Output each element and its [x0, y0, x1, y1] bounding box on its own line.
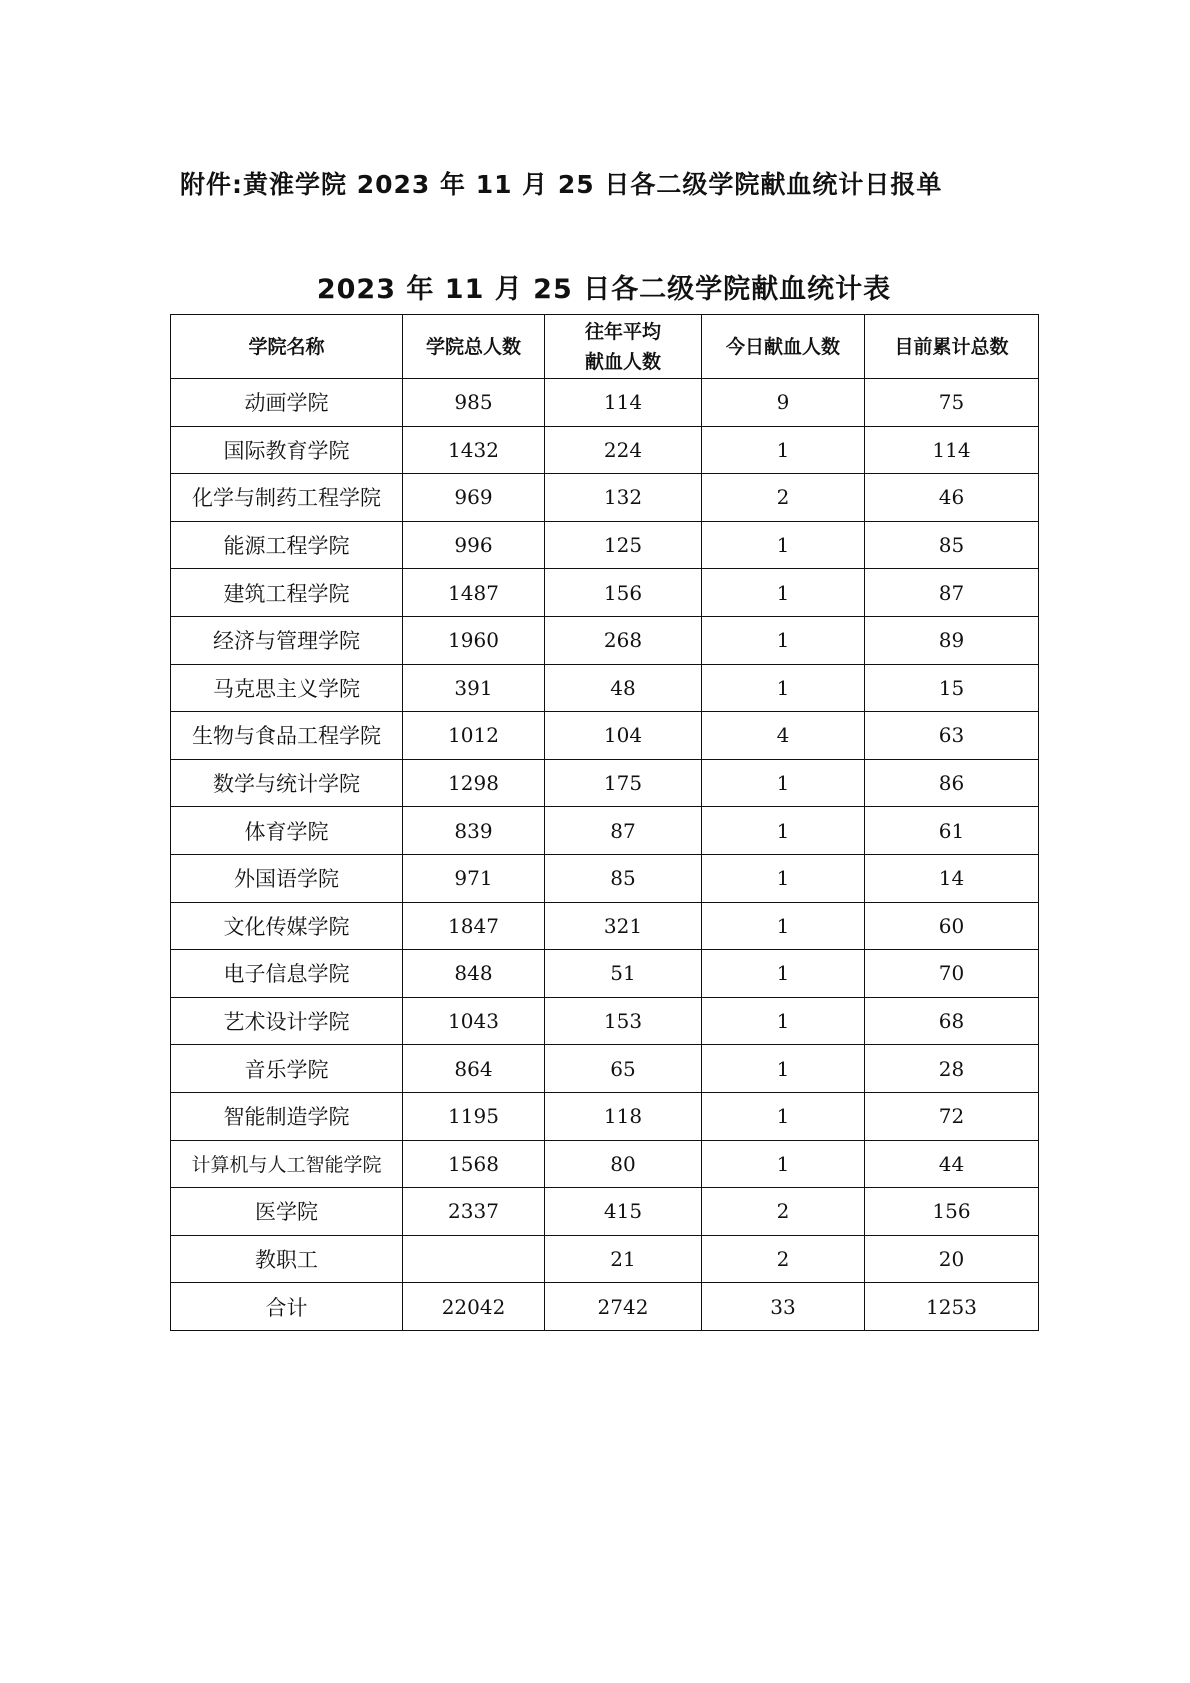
cell-total-people: 22042 — [403, 1283, 545, 1331]
cell-avg-donors: 2742 — [545, 1283, 702, 1331]
cell-cumulative: 89 — [865, 616, 1039, 664]
cell-cumulative: 156 — [865, 1188, 1039, 1236]
header-avg-donors-line2: 献血人数 — [584, 350, 661, 373]
cell-college: 合计 — [171, 1283, 403, 1331]
cell-today-donors: 1 — [702, 950, 865, 998]
cell-avg-donors: 118 — [545, 1092, 702, 1140]
cell-cumulative: 28 — [865, 1045, 1039, 1093]
cell-today-donors: 4 — [702, 712, 865, 760]
cell-total-people — [403, 1235, 545, 1283]
header-college: 学院名称 — [171, 315, 403, 379]
cell-college: 经济与管理学院 — [171, 616, 403, 664]
cell-avg-donors: 21 — [545, 1235, 702, 1283]
cell-today-donors: 1 — [702, 854, 865, 902]
cell-avg-donors: 51 — [545, 950, 702, 998]
cell-cumulative: 86 — [865, 759, 1039, 807]
cell-today-donors: 2 — [702, 1235, 865, 1283]
cell-college: 马克思主义学院 — [171, 664, 403, 712]
cell-avg-donors: 268 — [545, 616, 702, 664]
cell-total-people: 391 — [403, 664, 545, 712]
cell-total-people: 969 — [403, 474, 545, 522]
cell-total-people: 996 — [403, 521, 545, 569]
cell-total-people: 848 — [403, 950, 545, 998]
table-row — [171, 1235, 1039, 1283]
blood-donation-table — [170, 314, 1039, 1331]
cell-avg-donors: 175 — [545, 759, 702, 807]
cell-total-people: 1487 — [403, 569, 545, 617]
cell-total-people: 1432 — [403, 426, 545, 474]
cell-college: 智能制造学院 — [171, 1092, 403, 1140]
table-title: 2023 年 11 月 25 日各二级学院献血统计表 — [316, 274, 892, 305]
table-row — [171, 712, 1039, 760]
cell-college: 化学与制药工程学院 — [171, 474, 403, 522]
cell-today-donors: 1 — [702, 1045, 865, 1093]
table-row — [171, 1283, 1039, 1331]
cell-cumulative: 44 — [865, 1140, 1039, 1188]
cell-college: 国际教育学院 — [171, 426, 403, 474]
cell-cumulative: 46 — [865, 474, 1039, 522]
table-row — [171, 1092, 1039, 1140]
cell-avg-donors: 125 — [545, 521, 702, 569]
table-row — [171, 950, 1039, 998]
cell-avg-donors: 224 — [545, 426, 702, 474]
table-row — [171, 521, 1039, 569]
cell-cumulative: 60 — [865, 902, 1039, 950]
cell-cumulative: 75 — [865, 379, 1039, 427]
table-row — [171, 807, 1039, 855]
cell-college: 数学与统计学院 — [171, 759, 403, 807]
cell-college: 生物与食品工程学院 — [171, 712, 403, 760]
header-total-people: 学院总人数 — [403, 315, 545, 379]
cell-total-people: 1960 — [403, 616, 545, 664]
cell-cumulative: 1253 — [865, 1283, 1039, 1331]
cell-today-donors: 1 — [702, 616, 865, 664]
cell-college: 艺术设计学院 — [171, 997, 403, 1045]
table-row — [171, 569, 1039, 617]
cell-total-people: 971 — [403, 854, 545, 902]
cell-today-donors: 1 — [702, 759, 865, 807]
cell-avg-donors: 85 — [545, 854, 702, 902]
cell-cumulative: 72 — [865, 1092, 1039, 1140]
cell-avg-donors: 65 — [545, 1045, 702, 1093]
cell-total-people: 1012 — [403, 712, 545, 760]
cell-avg-donors: 156 — [545, 569, 702, 617]
cell-avg-donors: 48 — [545, 664, 702, 712]
cell-today-donors: 2 — [702, 474, 865, 522]
cell-today-donors: 33 — [702, 1283, 865, 1331]
cell-college: 医学院 — [171, 1188, 403, 1236]
attachment-title: 附件:黄淮学院 2023 年 11 月 25 日各二级学院献血统计日报单 — [180, 170, 943, 199]
table-row — [171, 426, 1039, 474]
cell-total-people: 864 — [403, 1045, 545, 1093]
cell-avg-donors: 415 — [545, 1188, 702, 1236]
cell-today-donors: 1 — [702, 521, 865, 569]
cell-today-donors: 9 — [702, 379, 865, 427]
cell-today-donors: 1 — [702, 807, 865, 855]
cell-total-people: 1043 — [403, 997, 545, 1045]
header-cumulative: 目前累计总数 — [865, 315, 1039, 379]
cell-today-donors: 1 — [702, 1092, 865, 1140]
cell-total-people: 1847 — [403, 902, 545, 950]
cell-college: 音乐学院 — [171, 1045, 403, 1093]
table-row — [171, 616, 1039, 664]
cell-avg-donors: 132 — [545, 474, 702, 522]
cell-avg-donors: 114 — [545, 379, 702, 427]
cell-college: 体育学院 — [171, 807, 403, 855]
table-row — [171, 854, 1039, 902]
cell-avg-donors: 104 — [545, 712, 702, 760]
cell-college: 动画学院 — [171, 379, 403, 427]
cell-today-donors: 1 — [702, 426, 865, 474]
cell-today-donors: 1 — [702, 664, 865, 712]
cell-total-people: 1195 — [403, 1092, 545, 1140]
cell-today-donors: 1 — [702, 1140, 865, 1188]
header-avg-donors — [545, 315, 702, 379]
table-body — [171, 379, 1039, 1331]
cell-total-people: 1568 — [403, 1140, 545, 1188]
cell-college: 计算机与人工智能学院 — [171, 1140, 403, 1188]
cell-cumulative: 20 — [865, 1235, 1039, 1283]
table-row — [171, 474, 1039, 522]
table-row — [171, 1188, 1039, 1236]
header-today-donors: 今日献血人数 — [702, 315, 865, 379]
cell-cumulative: 14 — [865, 854, 1039, 902]
header-avg-donors-line1: 往年平均 — [584, 320, 661, 343]
table-row — [171, 1140, 1039, 1188]
table-row — [171, 1045, 1039, 1093]
cell-cumulative: 68 — [865, 997, 1039, 1045]
cell-college: 外国语学院 — [171, 854, 403, 902]
table-row — [171, 759, 1039, 807]
cell-today-donors: 1 — [702, 569, 865, 617]
cell-total-people: 1298 — [403, 759, 545, 807]
table-row — [171, 379, 1039, 427]
cell-total-people: 2337 — [403, 1188, 545, 1236]
cell-cumulative: 15 — [865, 664, 1039, 712]
cell-avg-donors: 153 — [545, 997, 702, 1045]
cell-avg-donors: 321 — [545, 902, 702, 950]
table-row — [171, 997, 1039, 1045]
table-row — [171, 664, 1039, 712]
table-header-row — [171, 315, 1039, 379]
table-row — [171, 902, 1039, 950]
cell-today-donors: 2 — [702, 1188, 865, 1236]
cell-cumulative: 70 — [865, 950, 1039, 998]
cell-cumulative: 87 — [865, 569, 1039, 617]
cell-college: 文化传媒学院 — [171, 902, 403, 950]
cell-cumulative: 61 — [865, 807, 1039, 855]
cell-avg-donors: 80 — [545, 1140, 702, 1188]
cell-cumulative: 63 — [865, 712, 1039, 760]
cell-college: 能源工程学院 — [171, 521, 403, 569]
cell-total-people: 839 — [403, 807, 545, 855]
cell-cumulative: 114 — [865, 426, 1039, 474]
cell-college: 教职工 — [171, 1235, 403, 1283]
cell-today-donors: 1 — [702, 902, 865, 950]
cell-avg-donors: 87 — [545, 807, 702, 855]
cell-college: 电子信息学院 — [171, 950, 403, 998]
cell-total-people: 985 — [403, 379, 545, 427]
cell-today-donors: 1 — [702, 997, 865, 1045]
cell-college: 建筑工程学院 — [171, 569, 403, 617]
cell-cumulative: 85 — [865, 521, 1039, 569]
